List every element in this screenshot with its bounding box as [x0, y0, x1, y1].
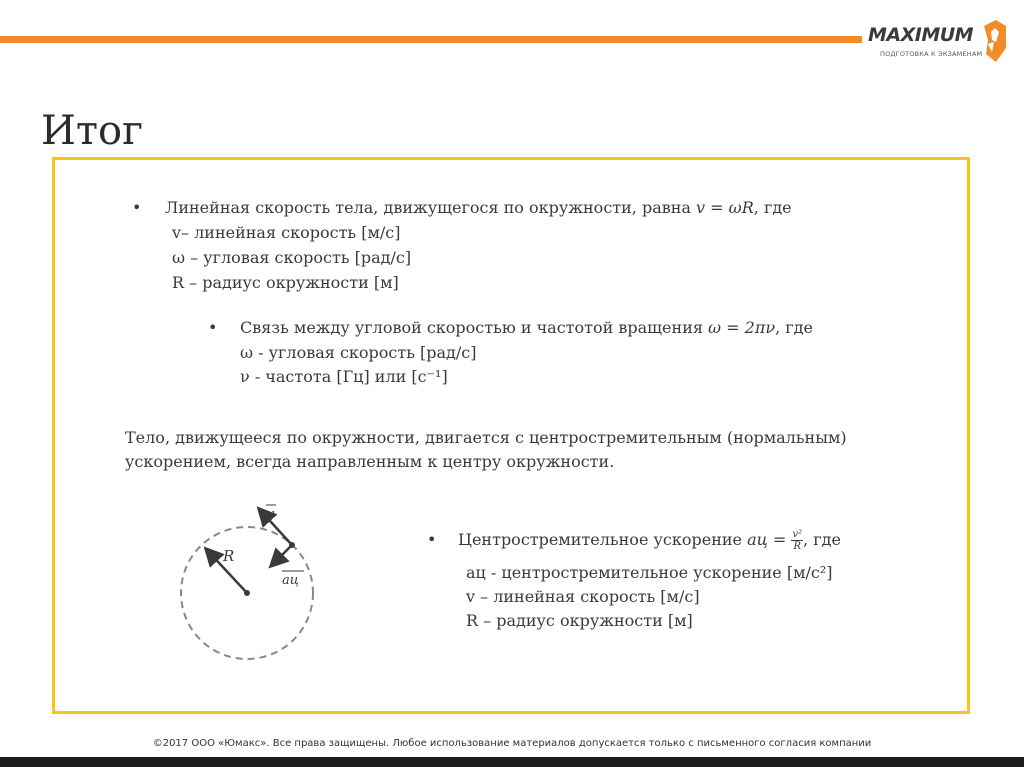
label-acceleration: aц [282, 573, 299, 588]
angular-frequency-def-omega: ω - угловая скорость [рад/с] [240, 343, 477, 362]
maximum-logo [868, 18, 1008, 66]
bullet-2: • [208, 318, 218, 337]
label-velocity: v [266, 505, 275, 523]
linear-speed-formula: v = ωR [696, 198, 754, 217]
page-title: Итог [41, 108, 144, 154]
angular-frequency-intro [240, 315, 813, 340]
angular-frequency-intro-text: Связь между угловой скоростью и частотой вращения [240, 318, 703, 337]
bullet-3: • [427, 530, 437, 549]
centripetal-def-a: aц - центростремительное ускорение [м/с²] [466, 563, 833, 582]
bottom-dark-bar [0, 757, 1024, 767]
fraction-numerator: v² [792, 529, 803, 540]
angular-frequency-tail: , где [775, 318, 813, 337]
centripetal-fraction [791, 529, 803, 552]
centripetal-paragraph-line2: ускорением, всегда направленным к центру окружности. [125, 452, 615, 471]
linear-speed-def-R: R – радиус окружности [м] [172, 273, 399, 292]
logo-tagline: ПОДГОТОВКА К ЭКЗАМЕНАМ [880, 50, 983, 58]
centripetal-formula-lhs: aц = [747, 530, 787, 549]
centripetal-intro-text: Центростремительное ускорение [458, 530, 743, 549]
label-radius: R [223, 547, 235, 565]
copyright-footer: ©2017 ООО «Юмакс». Все права защищены. Любое использование материалов допускается только с письменного согласия компании [152, 738, 872, 749]
logo-figure-icon [974, 18, 1008, 64]
fraction-denominator: R [793, 541, 801, 552]
angular-frequency-def-nu: ν - частота [Гц] или [c⁻¹] [240, 367, 448, 386]
centripetal-formula-line [458, 527, 841, 552]
linear-speed-intro [165, 195, 792, 220]
linear-speed-intro-text: Линейная скорость тела, движущегося по окружности, равна [165, 198, 691, 217]
logo-name: MAXIMUM [868, 24, 974, 46]
linear-speed-tail: , где [753, 198, 792, 217]
centripetal-def-R: R – радиус окружности [м] [466, 611, 693, 630]
linear-speed-def-omega: ω – угловая скорость [рад/с] [172, 248, 412, 267]
acceleration-arrow [272, 545, 292, 565]
angular-frequency-formula: ω = 2πν [708, 318, 776, 337]
velocity-arrow [260, 510, 292, 545]
header-orange-bar [0, 36, 862, 43]
bullet-1: • [132, 198, 142, 217]
centripetal-paragraph-line1: Тело, движущееся по окружности, двигается с центростремительным (нормальным) [125, 428, 847, 447]
linear-speed-def-v: v– линейная скорость [м/с] [172, 223, 401, 242]
circular-motion-diagram [170, 495, 330, 675]
centripetal-tail: , где [803, 530, 841, 549]
centripetal-def-v: v – линейная скорость [м/с] [466, 587, 700, 606]
